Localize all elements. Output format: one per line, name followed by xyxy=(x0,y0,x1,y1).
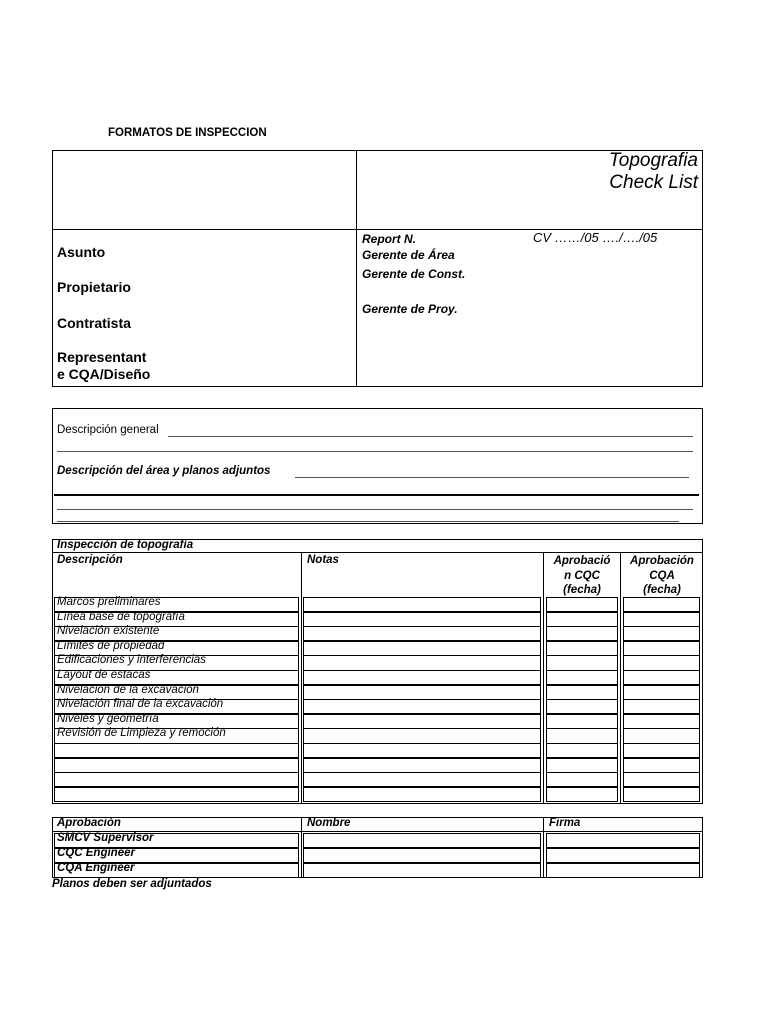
inspection-cell-cqa[interactable] xyxy=(623,714,700,729)
inspection-cell-cqc[interactable] xyxy=(546,597,618,612)
col-header-notas: Notas xyxy=(307,554,339,566)
inspection-cell-notas[interactable] xyxy=(303,685,541,700)
inspection-cell-descripcion xyxy=(54,772,299,787)
descripcion-general-line-2 xyxy=(57,451,693,452)
inspection-cell-cqc[interactable] xyxy=(546,728,618,743)
inspection-cell-cqa[interactable] xyxy=(623,670,700,685)
inspection-row-label: Límites de propiedad xyxy=(57,639,165,652)
approval-row-label: SMCV Supervisor xyxy=(57,832,154,844)
inspection-cell-notas[interactable] xyxy=(303,743,541,758)
inspection-cell-cqa[interactable] xyxy=(623,612,700,627)
inspection-cell-notas[interactable] xyxy=(303,670,541,685)
inspection-section-title: Inspección de topografía xyxy=(57,539,194,551)
inspection-cell-cqa[interactable] xyxy=(623,699,700,714)
inspection-cell-notas[interactable] xyxy=(303,641,541,656)
inspection-cell-notas[interactable] xyxy=(303,655,541,670)
label-gerente-proy: Gerente de Proy. xyxy=(362,302,458,316)
inspection-cell-notas[interactable] xyxy=(303,714,541,729)
label-propietario: Propietario xyxy=(57,279,131,295)
inspection-cell-cqa[interactable] xyxy=(623,787,700,802)
descripcion-area-line-bold xyxy=(54,494,699,496)
inspection-row-label: Edificaciones y interferencias xyxy=(57,654,206,667)
inspection-cell-cqc[interactable] xyxy=(546,641,618,656)
inspection-cell-cqa[interactable] xyxy=(623,655,700,670)
inspection-cell-notas[interactable] xyxy=(303,612,541,627)
label-representante-1: Representant xyxy=(57,349,147,365)
descripcion-area-line-2 xyxy=(57,509,693,510)
inspection-cell-cqa[interactable] xyxy=(623,743,700,758)
doc-title-line2: Check List xyxy=(609,172,698,193)
inspection-cell-cqc[interactable] xyxy=(546,612,618,627)
label-descripcion-general: Descripción general xyxy=(57,424,159,436)
inspection-title-separator xyxy=(52,552,703,553)
doc-title xyxy=(609,150,698,194)
inspection-cell-notas[interactable] xyxy=(303,787,541,802)
doc-title-line1: Topografia xyxy=(608,150,698,171)
inspection-cell-cqa[interactable] xyxy=(623,626,700,641)
inspection-cell-cqc[interactable] xyxy=(546,655,618,670)
inspection-cell-descripcion xyxy=(54,787,299,802)
approval-divider-nombre xyxy=(301,817,302,878)
inspection-cell-notas[interactable] xyxy=(303,758,541,773)
label-asunto: Asunto xyxy=(57,244,106,260)
inspection-cell-cqa[interactable] xyxy=(623,772,700,787)
inspection-cell-cqa[interactable] xyxy=(623,641,700,656)
inspection-row-label: Marcos preliminares xyxy=(57,596,161,608)
inspection-cell-descripcion xyxy=(54,728,299,743)
inspection-row-label: Nivelación final de la excavación xyxy=(57,698,224,711)
inspection-divider-cqa xyxy=(620,552,621,804)
col-header-aprobacion-cqa: Aprobación CQA (fecha) xyxy=(630,555,694,596)
inspection-cell-notas[interactable] xyxy=(303,728,541,743)
approval-cell-nombre[interactable] xyxy=(303,848,541,863)
label-contratista: Contratista xyxy=(57,315,131,331)
inspection-row-label: Nivelación existente xyxy=(57,625,160,638)
report-number-value: CV ……/05 …./…./05 xyxy=(533,230,658,245)
inspection-row-label: Nivelación de la excavación xyxy=(57,683,199,696)
col-header-firma: Firma xyxy=(549,817,581,829)
inspection-cell-cqc[interactable] xyxy=(546,699,618,714)
label-representante-2: e CQA/Diseño xyxy=(57,366,151,382)
approval-cell-firma[interactable] xyxy=(546,848,700,863)
approval-cell-nombre[interactable] xyxy=(303,863,541,878)
approval-cell-nombre[interactable] xyxy=(303,833,541,848)
label-descripcion-area: Descripción del área y planos adjuntos xyxy=(57,465,271,477)
descripcion-general-line xyxy=(168,436,693,437)
inspection-cell-cqc[interactable] xyxy=(546,670,618,685)
inspection-row-label: Niveles y geometría xyxy=(57,712,159,725)
col-header-nombre: Nombre xyxy=(307,817,351,829)
col-header-descripcion: Descripción xyxy=(57,554,123,566)
inspection-row-label: Línea base de topografía xyxy=(57,610,185,623)
footer-note: Planos deben ser adjuntados xyxy=(52,878,212,890)
label-gerente-const: Gerente de Const. xyxy=(362,267,466,281)
form-header-title: FORMATOS DE INSPECCION xyxy=(108,127,267,139)
inspection-cell-descripcion xyxy=(54,758,299,773)
label-report-n: Report N. xyxy=(362,232,416,246)
inspection-cell-cqa[interactable] xyxy=(623,685,700,700)
inspection-cell-notas[interactable] xyxy=(303,772,541,787)
inspection-cell-cqa[interactable] xyxy=(623,728,700,743)
approval-cell-firma[interactable] xyxy=(546,833,700,848)
col-header-aprobacion: Aprobación xyxy=(57,817,121,829)
inspection-cell-notas[interactable] xyxy=(303,626,541,641)
inspection-cell-cqc[interactable] xyxy=(546,685,618,700)
inspection-row-label: Layout de estacas xyxy=(57,669,151,681)
inspection-cell-cqc[interactable] xyxy=(546,743,618,758)
inspection-divider-notas xyxy=(301,552,302,804)
inspection-cell-cqa[interactable] xyxy=(623,597,700,612)
inspection-cell-cqc[interactable] xyxy=(546,758,618,773)
col-header-aprobacion-cqc: Aprobació n CQC (fecha) xyxy=(553,555,611,596)
inspection-cell-cqc[interactable] xyxy=(546,626,618,641)
approval-cell-firma[interactable] xyxy=(546,863,700,878)
header-divider xyxy=(356,150,357,387)
descripcion-area-line-3 xyxy=(57,521,679,522)
inspection-cell-cqa[interactable] xyxy=(623,758,700,773)
inspection-cell-cqc[interactable] xyxy=(546,714,618,729)
inspection-cell-cqc[interactable] xyxy=(546,772,618,787)
descripcion-area-line xyxy=(295,477,689,478)
label-gerente-area: Gerente de Área xyxy=(362,248,455,262)
inspection-row-label: Revisión de Limpieza y remoción xyxy=(57,727,226,740)
inspection-cell-cqc[interactable] xyxy=(546,787,618,802)
inspection-cell-notas[interactable] xyxy=(303,597,541,612)
approval-row-label: CQA Engineer xyxy=(57,862,135,874)
approval-divider-firma xyxy=(543,817,544,878)
inspection-divider-cqc xyxy=(543,552,544,804)
inspection-cell-notas[interactable] xyxy=(303,699,541,714)
inspection-cell-descripcion xyxy=(54,743,299,758)
approval-row-label: CQC Engineer xyxy=(57,847,135,859)
